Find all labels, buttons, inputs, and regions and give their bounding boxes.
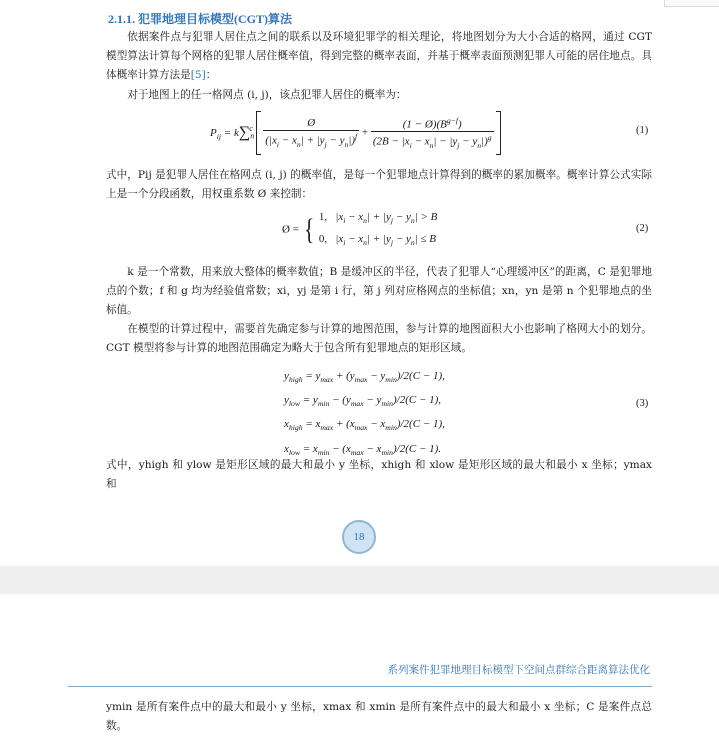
paragraph-grid-point: 对于地图上的任一格网点 (i, j)，该点犯罪人居住的概率为： <box>127 89 407 101</box>
paragraph-variable-definitions: k 是一个常数，用来放大整体的概率数值；B 是缓冲区的半径，代表了犯罪人“心理缓冲区”的距离，C 是犯罪地点的个数；f 和 g 均为经验值常数；xi，yj 是第 i 行，第 j 列对应格网点的坐标值；xn，yn 是第 n 个犯罪地点的坐标值。 <box>106 266 652 316</box>
paragraph-intro: 依据案件点与犯罪人居住点之间的联系以及环境犯罪学的相关理论，将地图划分为大小合适的格网，通过 CGT 模型算法计算每个网格的犯罪人居住概率值，得到完整的概率表面，并基于概率表面预测犯罪人可能的居住地点。具体概率计算方法是[5]： <box>106 31 652 81</box>
paragraph-map-extent: 在模型的计算过程中，需要首先确定参与计算的地图范围，参与计算的地图面积大小也影响了格网大小的划分。CGT 模型将参与计算的地图范围确定为略大于包含所有犯罪地点的矩形区域。 <box>106 323 652 354</box>
page-gap <box>0 566 719 594</box>
paragraph-rectangle-bounds: 式中，yhigh 和 ylow 是矩形区域的最大和最小 y 坐标，xhigh 和 xlow 是矩形区域的最大和最小 x 坐标；ymax 和 <box>106 459 652 490</box>
citation-link[interactable]: [5] <box>190 69 206 81</box>
header-rule <box>68 686 652 687</box>
equation-3-number: (3) <box>636 398 649 409</box>
equation-1-number: (1) <box>636 125 649 136</box>
equation-3: $y_{high} = y_{max} + (y_{max} - y_{min})/2(C - 1)$, $y_{low} = y_{min} - (y_{max} - y_{min})/2(C - 1)$, $x_{high} = x_{max} + (x_{max} - x_{min})/2(C - 1)$, $x_{low} = x_{min} - (x_{max} - x_{min})/2(C - 1)$. <box>284 370 445 457</box>
page-corner-tab <box>664 0 719 7</box>
running-head: 系列案件犯罪地理目标模型下空间点群综合距离算法优化 <box>387 664 650 676</box>
section-heading: 2.1.1. 犯罪地理目标模型(CGT)算法 <box>108 12 292 26</box>
paragraph-probability-definition: 式中，Pij 是犯罪人居住在格网点 (i, j) 的概率值，是每一个犯罪地点计算得到的概率的累加概率。概率计算公式实际上是一个分段函数，用权重系数 Ø 来控制： <box>106 169 652 200</box>
equation-2-number: (2) <box>636 223 649 234</box>
paragraph-continuation: ymin 是所有案件点中的最大和最小 y 坐标，xmax 和 xmin 是所有案件点中的最大和最小 x 坐标；C 是案件点总数。 <box>106 701 652 732</box>
equation-2: Ø = { 1, $|x_i - x_n| + |y_j - y_n| > B$ 0, $|x_i - x_n| + |y_j - y_n| \le B$ <box>282 211 438 248</box>
page-number-badge: 18 <box>342 520 376 554</box>
equation-1: $P_{ij} = k\sum_n^c$ $\frac{Ø}{(|x_i - x_n| + |y_j - y_n|)^f}$ + $\frac{(1 - Ø)(B^{g-f})}{(2B - |x_i - x_n| - |y_j - y_n|)^g}$ <box>210 111 501 155</box>
